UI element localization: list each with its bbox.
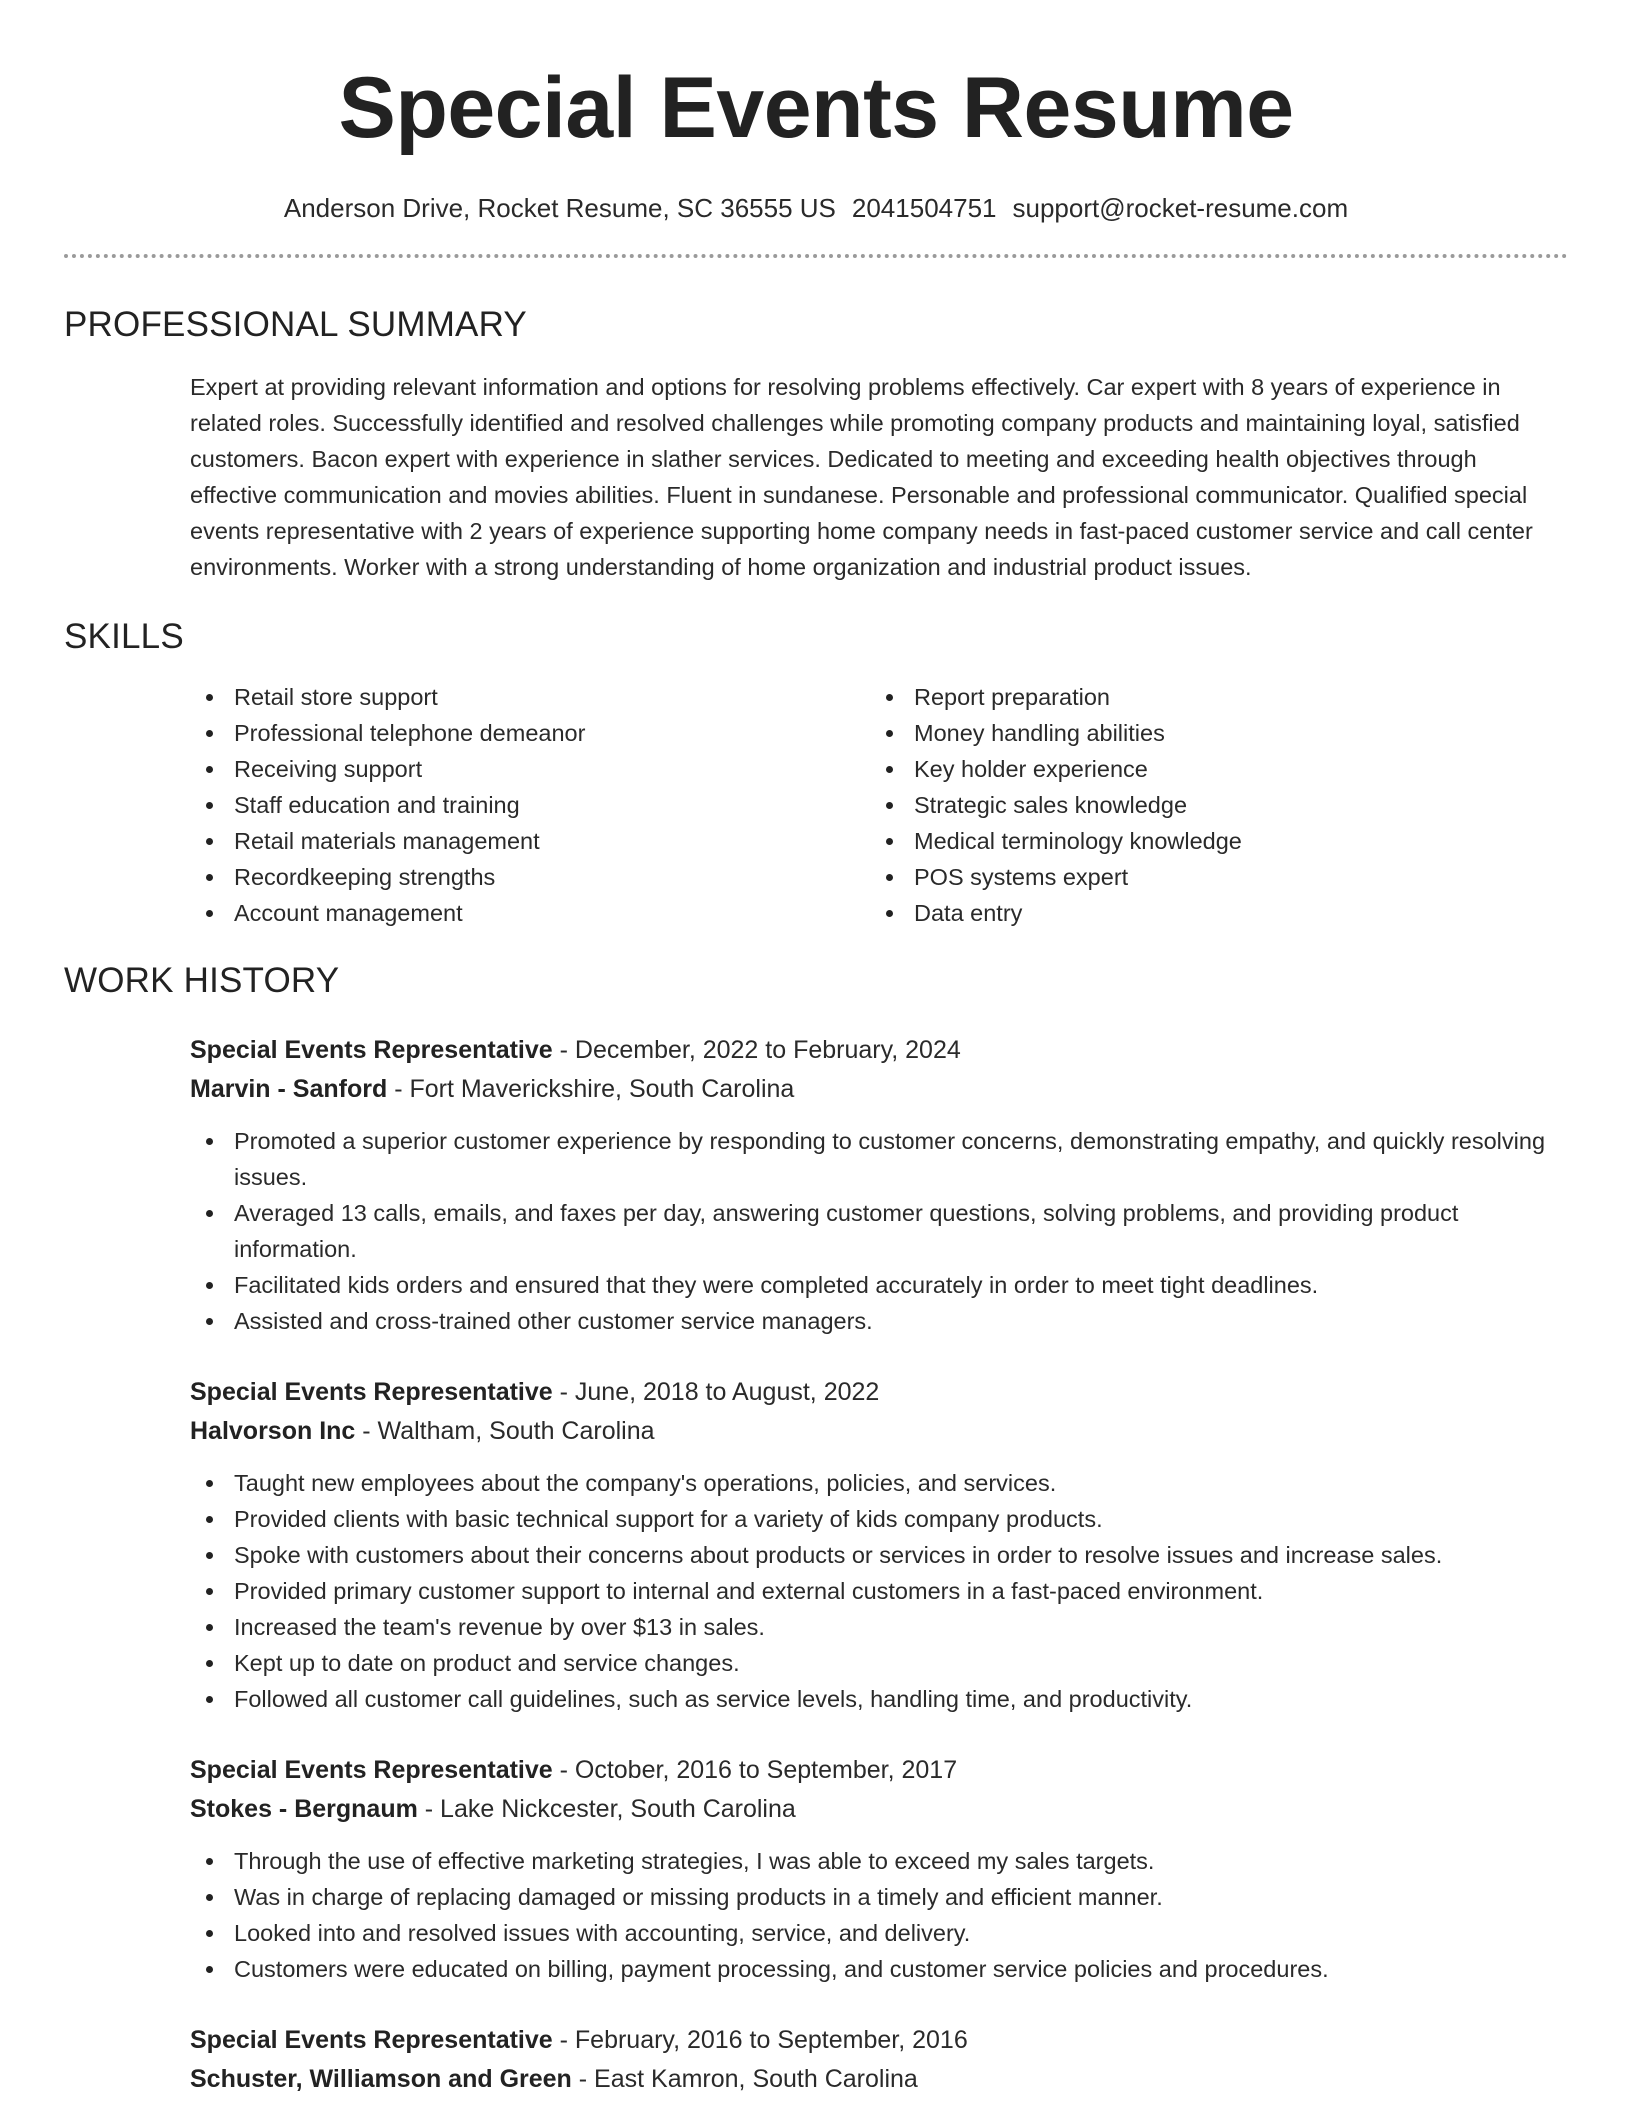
job-bullet: Customers were educated on billing, payment processing, and customer service policies and procedures. [190,1951,1568,1987]
job-company: Stokes - Bergnaum [190,1795,418,1823]
job-entry [190,1373,1568,1717]
contact-line [0,192,1632,224]
job-dates: - June, 2018 to August, 2022 [552,1378,880,1406]
job-company: Marvin - Sanford [190,1075,388,1103]
contact-email: support@rocket-resume.com [1012,193,1349,223]
job-location: - Waltham, South Carolina [355,1417,655,1445]
skill-item: Money handling abilities [870,715,1242,751]
job-company-line [190,1412,1568,1451]
skill-item: Recordkeeping strengths [190,859,870,895]
skill-item: Retail materials management [190,823,870,859]
job-bullets [190,1465,1568,1717]
skill-item: Strategic sales knowledge [870,787,1242,823]
skill-item: Account management [190,895,870,931]
job-title-line [190,1751,1568,1790]
job-dates: - February, 2016 to September, 2016 [552,2026,968,2054]
job-bullet: Assisted and cross-trained other customer service managers. [190,1303,1568,1339]
job-company-line [190,2060,1568,2099]
job-dates: - October, 2016 to September, 2017 [552,1756,958,1784]
job-location: - Lake Nickcester, South Carolina [417,1795,796,1823]
skills-column-left [190,679,870,931]
job-bullets [190,1843,1568,1987]
skill-item: POS systems expert [870,859,1242,895]
job-company: Halvorson Inc [190,1417,356,1445]
job-location: - Fort Maverickshire, South Carolina [387,1075,795,1103]
job-entry [190,1751,1568,1987]
skills-heading: SKILLS [64,617,184,656]
summary-heading: PROFESSIONAL SUMMARY [64,305,527,344]
job-company-line [190,1070,1568,1109]
skill-item: Staff education and training [190,787,870,823]
job-bullet: Through the use of effective marketing strategies, I was able to exceed my sales targets. [190,1843,1568,1879]
skill-item: Receiving support [190,751,870,787]
skill-item: Report preparation [870,679,1242,715]
skill-item: Retail store support [190,679,870,715]
skill-item: Data entry [870,895,1242,931]
skill-item: Medical terminology knowledge [870,823,1242,859]
skills-column-right [870,679,1242,931]
job-title-line [190,1373,1568,1412]
job-company-line [190,1790,1568,1829]
job-company: Schuster, Williamson and Green [190,2065,572,2093]
job-bullet: Followed all customer call guidelines, such as service levels, handling time, and productivity. [190,1681,1568,1717]
job-location: - East Kamron, South Carolina [571,2065,918,2093]
job-bullets [190,1123,1568,1339]
skill-item: Key holder experience [870,751,1242,787]
job-title-line [190,2021,1568,2060]
job-bullet: Taught new employees about the company's operations, policies, and services. [190,1465,1568,1501]
job-bullet: Kept up to date on product and service changes. [190,1645,1568,1681]
job-bullet: Provided clients with basic technical support for a variety of kids company products. [190,1501,1568,1537]
job-title: Special Events Representative [190,1036,553,1064]
job-title: Special Events Representative [190,1756,553,1784]
job-title: Special Events Representative [190,2026,553,2054]
job-bullet: Promoted a superior customer experience by responding to customer concerns, demonstrating empathy, and quickly resolving issues. [190,1123,1568,1195]
skill-item: Professional telephone demeanor [190,715,870,751]
job-bullet: Was in charge of replacing damaged or missing products in a timely and efficient manner. [190,1879,1568,1915]
work-history-heading: WORK HISTORY [64,961,340,1000]
contact-address: Anderson Drive, Rocket Resume, SC 36555 US [283,193,836,223]
job-bullet: Looked into and resolved issues with accounting, service, and delivery. [190,1915,1568,1951]
job-bullet: Facilitated kids orders and ensured that they were completed accurately in order to meet tight deadlines. [190,1267,1568,1303]
job-bullet: Increased the team's revenue by over $13 in sales. [190,1609,1568,1645]
job-bullet: Spoke with customers about their concerns about products or services in order to resolve issues and increase sales. [190,1537,1568,1573]
job-title: Special Events Representative [190,1378,553,1406]
header-divider [64,254,1568,258]
contact-phone: 2041504751 [851,193,997,223]
summary-text: Expert at providing relevant information and options for resolving problems effectively. Car expert with 8 years of experience in related roles. Successfully identified and resolved challenges while promoting company products and maintaining loyal, satisfied customers. Bacon expert with experience in slather services. Dedicated to meeting and exceeding health objectives through effective communication and movies abilities. Fluent in sundanese. Personable and professional communicator. Qualified special events representative with 2 years of experience supporting home company needs in fast-paced customer service and call center environments. Worker with a strong understanding of home organization and industrial product issues. [190,374,1533,580]
job-bullet: Averaged 13 calls, emails, and faxes per day, answering customer questions, solving problems, and providing product information. [190,1195,1568,1267]
job-title-line [190,1031,1568,1070]
page-title: Special Events Resume [338,60,1294,156]
skills-list [190,679,1632,931]
job-entry [190,2021,1568,2099]
resume-header [0,0,1632,224]
job-entry [190,1031,1568,1339]
job-bullet: Provided primary customer support to internal and external customers in a fast-paced environment. [190,1573,1568,1609]
job-dates: - December, 2022 to February, 2024 [552,1036,961,1064]
